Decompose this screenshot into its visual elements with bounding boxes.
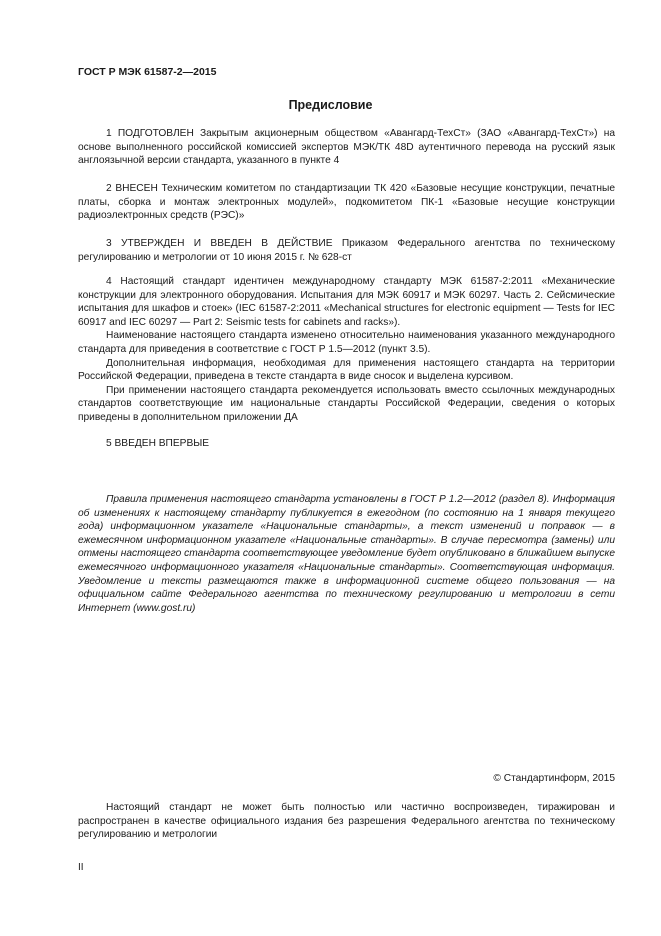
application-notice xyxy=(78,493,615,615)
section-3-text: 3 УТВЕРЖДЕН И ВВЕДЕН В ДЕЙСТВИЕ Приказом Федерального агентства по техническому регулированию и метрологии от 10 июня 2015 г. № 628-ст xyxy=(78,238,615,263)
copyright-line: © Стандартинформ, 2015 xyxy=(493,773,615,784)
section-5-text: 5 ВВЕДЕН ВПЕРВЫЕ xyxy=(106,438,210,449)
section-3 xyxy=(78,237,615,264)
page-title: Предисловие xyxy=(288,98,373,112)
section-1-text: 1 ПОДГОТОВЛЕН Закрытым акционерным обществом «Авангард-ТехСт» (ЗАО «Авангард-ТехСт») на основе выполненного российской комиссией экспертов МЭК/ТК 48D аутентичного перевода на русский язык англоязычной версии стандарта, указанного в пункте 4 xyxy=(78,128,615,167)
section-4-paragraph-3: Дополнительная информация, необходимая для применения настоящего стандарта на территории Российской Федерации, приведена в тексте стандарта в виде сносок и выделена курсивом. xyxy=(78,357,615,383)
document-header: ГОСТ Р МЭК 61587-2—2015 xyxy=(78,66,217,78)
section-2-text: 2 ВНЕСЕН Техническим комитетом по стандартизации ТК 420 «Базовые несущие конструкции, печатные платы, сборка и монтаж электронных модулей», подкомитетом ПК-1 «Базовые несущие конструкции радиоэлектронных средств (РЭС)» xyxy=(78,183,615,222)
section-4 xyxy=(78,275,615,425)
reproduction-notice-text: Настоящий стандарт не может быть полностью или частично воспроизведен, тиражирован и распространен в качестве официального издания без разрешения Федерального агентства по техническому регулированию и метрологии xyxy=(78,802,615,841)
section-4-paragraph-1: 4 Настоящий стандарт идентичен международному стандарту МЭК 61587-2:2011 «Механические конструкции для электронного оборудования. Испытания для МЭК 60917 и МЭК 60297. Часть 2. Сейсмические испытания для шкафов и стоек» (IEC 61587-2:2011 «Mechanical structures for electronic equipment — Tests for IEC 60917 and IEC 60297 — Part 2: Seismic tests for cabinets and racks»). xyxy=(78,276,615,328)
section-5 xyxy=(78,437,615,451)
section-4-paragraph-4: При применении настоящего стандарта рекомендуется использовать вместо ссылочных международных стандартов соответствующие им национальные стандарты Российской Федерации, сведения о которых приведены в дополнительном приложении ДА xyxy=(78,384,615,423)
section-1 xyxy=(78,127,615,168)
section-2 xyxy=(78,182,615,223)
application-notice-text: Правила применения настоящего стандарта установлены в ГОСТ Р 1.2—2012 (раздел 8). Информация об изменениях к настоящему стандарту публикуется в ежегодном (по состоянию на 1 января текущего года) информационном указателе «Национальные стандарты», а текст изменений и поправок — в ежемесячном информационном указателе «Национальные стандарты». В случае пересмотра (замены) или отмены настоящего стандарта соответствующее уведомление будет опубликовано в ближайшем выпуске ежемесячного информационного указателя «Национальные стандарты». Соответствующая информация. Уведомление и тексты размещаются также в информационной системе общего пользования — на официальном сайте Федерального агентства по техническому регулированию и метрологии в сети Интернет (www.gost.ru) xyxy=(78,494,615,614)
page-number: II xyxy=(78,862,84,873)
reproduction-notice xyxy=(78,801,615,842)
section-4-paragraph-2: Наименование настоящего стандарта изменено относительно наименования указанного международного стандарта для приведения в соответствие с ГОСТ Р 1.5—2012 (пункт 3.5). xyxy=(78,330,615,355)
